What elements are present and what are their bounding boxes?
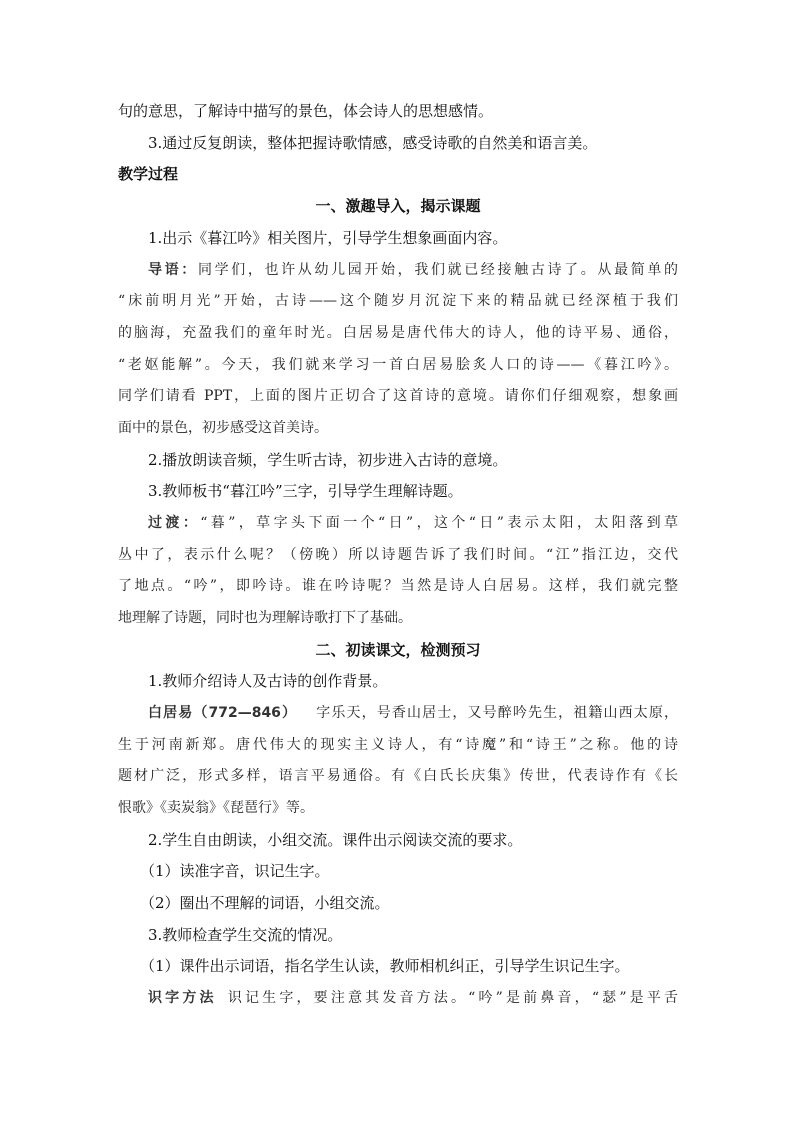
intro-paragraph-line-3: 的脑海，充盈我们的童年时光。白居易是唐代伟大的诗人，他的诗平易、通俗，	[118, 325, 678, 341]
intro-label: 导语：	[148, 262, 198, 278]
requirement-2: （2）圈出不理解的词语，小组交流。	[140, 894, 390, 912]
poet-bio-line-4: 恨歌》《卖炭翁》《琵琶行》等。	[118, 800, 314, 816]
step-2-3: 3.教师检查学生交流的情况。	[148, 926, 343, 944]
transition-paragraph-line-2: 丛中了，表示什么呢？（傍晚）所以诗题告诉了我们时间。“江”指江边，交代	[118, 547, 678, 563]
step-1-1: 1.出示《暮江吟》相关图片，引导学生想象画面内容。	[148, 229, 508, 247]
poet-bio-line-3: 题材广泛，形式多样，语言平易通俗。有《白氏长庆集》传世，代表诗作有《长	[118, 768, 678, 784]
poet-bio-line-1: 白居易（772—846） 字乐天，号香山居士，又号醉吟先生，祖籍山西太原，	[148, 705, 678, 721]
intro-paragraph-line-6: 面中的景色，初步感受这首美诗。	[118, 420, 328, 436]
intro-paragraph-line-5: 同学们请看 PPT，上面的图片正切合了这首诗的意境。请你们仔细观察，想象画	[118, 388, 678, 404]
section-heading-teaching-process: 教学过程	[118, 165, 179, 183]
step-1-2: 2.播放朗读音频，学生听古诗，初步进入古诗的意境。	[148, 451, 508, 469]
part-1-heading: 一、激趣导入，揭示课题	[315, 197, 481, 215]
transition-paragraph-line-3: 了地点。“吟”，即吟诗。谁在吟诗呢？当然是诗人白居易。这样，我们就完整	[118, 578, 678, 594]
poet-name-label: 白居易（772—846）	[148, 705, 298, 721]
transition-paragraph-line-1: 过渡：“暮”，草字头下面一个“日”，这个“日”表示太阳，太阳落到草	[148, 515, 678, 531]
check-item-1: （1）课件出示词语，指名学生认读，教师相机纠正，引导学生识记生字。	[140, 957, 630, 975]
intro-paragraph-line-1: 导语：同学们，也许从幼儿园开始，我们就已经接触古诗了。从最简单的	[148, 262, 678, 278]
literacy-method-label: 识字方法	[148, 990, 217, 1006]
step-2-1: 1.教师介绍诗人及古诗的创作背景。	[148, 672, 388, 690]
intro-paragraph-line-4: “老妪能解”。今天，我们就来学习一首白居易脍炙人口的诗——《暮江吟》。	[118, 357, 678, 373]
transition-paragraph-line-4: 地理解了诗题，同时也为理解诗歌打下了基础。	[118, 610, 412, 626]
part-2-heading: 二、初读课文，检测预习	[315, 641, 481, 659]
transition-label: 过渡：	[148, 515, 201, 531]
objective-2-continued: 句的意思，了解诗中描写的景色，体会诗人的思想感情。	[118, 102, 494, 120]
step-2-2: 2.学生自由朗读，小组交流。课件出示阅读交流的要求。	[148, 831, 523, 849]
step-1-3: 3.教师板书“暮江吟”三字，引导学生理解诗题。	[148, 482, 463, 500]
poet-bio-line-2: 生于河南新郑。唐代伟大的现实主义诗人，有“诗魔”和“诗王”之称。他的诗	[118, 737, 678, 753]
intro-paragraph-line-2: “床前明月光”开始，古诗——这个随岁月沉淀下来的精品就已经深植于我们	[118, 293, 678, 309]
requirement-1: （1）读准字音，识记生字。	[140, 862, 330, 880]
objective-3: 3.通过反复朗读，整体把握诗歌情感，感受诗歌的自然美和语言美。	[148, 134, 598, 152]
literacy-method-line-1: 识字方法 识记生字，要注意其发音方法。“吟”是前鼻音，“瑟”是平舌	[148, 990, 678, 1006]
